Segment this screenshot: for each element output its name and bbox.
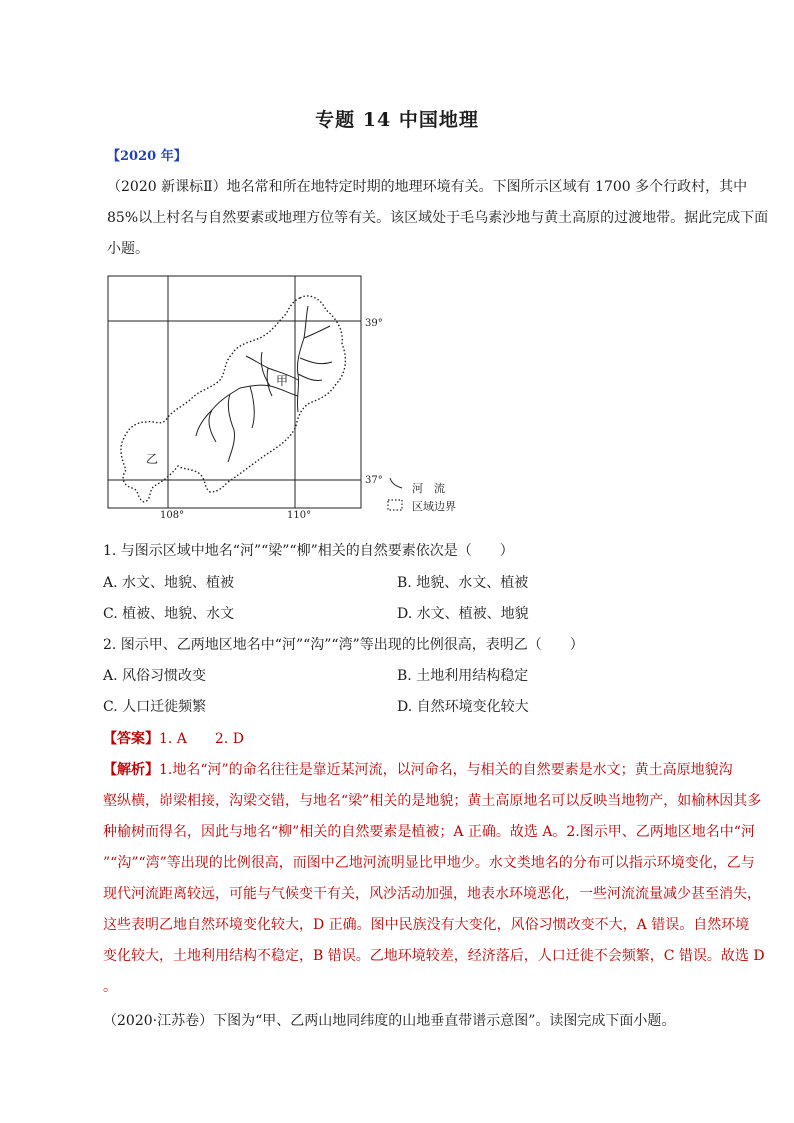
lat-label-39: 39° [365,318,383,329]
analysis-line-4: ”“沟”“湾”等出现的比例很高，而图中乙地河流明显比甲地少。水文类地名的分布可以指示环境变化，乙与 [103,855,755,871]
analysis-line-5: 现代河流距离较远，可能与气候变干有关，风沙活动加强，地表水环境恶化，一些河流流量减少甚至消失， [103,886,761,902]
question-2-option-b: B. 土地利用结构稳定 [397,668,529,684]
question-1-option-c: C. 植被、地貌、水文 [103,606,235,622]
question-2-option-a: A. 风俗习惯改变 [103,668,207,684]
answer-text: 1. A 2. D [159,731,244,747]
river-branch [228,394,235,462]
question-2-option-d: D. 自然环境变化较大 [397,699,529,715]
analysis-line-2: 壑纵横，峁梁相接，沟梁交错，与地名“梁”相关的是地貌；黄土高原地名可以反映当地物产，如榆林因其多 [103,793,762,809]
lon-label-108: 108° [160,510,185,520]
legend-river-icon [390,478,402,488]
answer-label: 【答案】 [103,731,159,747]
analysis-line-1 [103,759,733,779]
analysis-line-7: 变化较大，土地利用结构不稳定，B 错误。乙地环境较差，经济落后，人口迁徙不会频繁，C 错误。故选 D [103,948,765,964]
question-1-option-d: D. 水文、植被、地貌 [397,606,529,622]
question-1-option-b: B. 地貌、水文、植被 [397,575,529,591]
question-2-option-c: C. 人口迁徙频繁 [103,699,207,715]
region-map [100,270,480,520]
intro-line-3: 小题。 [107,241,149,257]
next-intro: （2020·江苏卷）下图为“甲、乙两山地同纬度的山地垂直带谱示意图”。读图完成下面小题。 [103,1013,676,1029]
river-branch [250,386,254,428]
river-branch [196,410,212,436]
place-label-jia: 甲 [276,374,289,388]
analysis-label: 【解析】 [103,762,159,778]
river-branch [304,326,330,338]
river-branch [261,352,270,386]
question-1-option-a: A. 水文、地貌、植被 [103,575,235,591]
place-label-yi: 乙 [146,452,159,466]
region-boundary [121,296,345,502]
legend-river-label: 河 流 [412,482,445,495]
question-2-stem: 2. 图示甲、乙两地区地名中“河”“沟”“湾”等出现的比例很高，表明乙（ ） [103,637,584,653]
analysis-line-8: 。 [103,979,117,995]
analysis-line-6: 这些表明乙地自然环境变化较大，D 正确。图中民族没有大变化，风俗习惯改变不大，A 错误。自然环境 [103,917,750,933]
river-branch [209,388,240,442]
river-branch [246,356,298,380]
lon-label-110: 110° [287,510,312,520]
lat-label-37: 37° [365,475,383,486]
legend-boundary-label: 区域边界 [412,500,456,513]
river-branch [298,374,322,381]
answer-line [103,728,244,748]
map-frame [108,276,361,508]
rivers [196,306,332,462]
intro-line-2: 85%以上村名与自然要素或地理方位等有关。该区域处于毛乌素沙地与黄土高原的过渡地带。据此完成下面 [107,210,769,226]
analysis-text-1: 1.地名“河”的命名往往是靠近某河流，以河命名，与相关的自然要素是水文；黄土高原地貌沟 [159,762,733,778]
page-title: 专题 14 中国地理 [315,109,479,131]
question-1-stem: 1. 与图示区域中地名“河”“梁”“柳”相关的自然要素依次是（ ） [103,543,514,559]
analysis-line-3: 种榆树而得名，因此与地名“柳”相关的自然要素是植被；A 正确。故选 A。2.图示甲、乙两地区地名中“河 [103,824,755,840]
legend-boundary-icon [388,500,402,510]
river-branch [300,358,332,364]
intro-line-1: （2020 新课标Ⅱ）地名常和所在地特定时期的地理环境有关。下图所示区域有 1700 多个行政村，其中 [107,179,748,195]
year-tag: 【2020 年】 [107,149,187,164]
